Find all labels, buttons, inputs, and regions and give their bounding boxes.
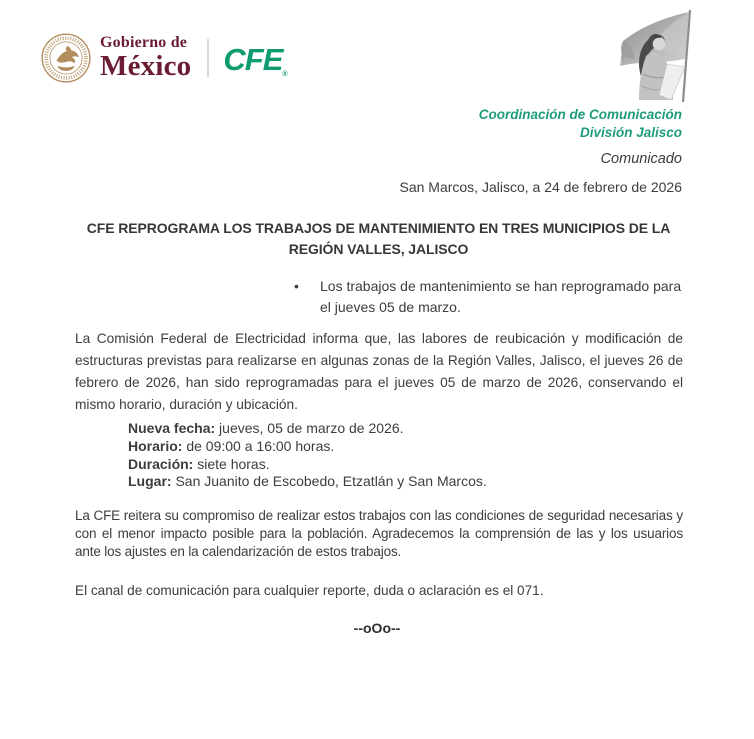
cfe-woman-with-flag-image [610,4,706,108]
detail-label: Nueva fecha: [128,420,216,436]
gobierno-logo-line1: Gobierno de [100,34,188,51]
mexico-eagle-seal-icon [40,28,92,88]
detail-value: de 09:00 a 16:00 horas. [182,437,335,454]
gobierno-de-mexico-logo [100,35,191,81]
cfe-logo-text: CFE [223,42,283,77]
detail-value: jueves, 05 de marzo de 2026. [215,420,404,436]
document-type-label: Comunicado [600,151,682,167]
schedule-details-list [128,420,487,491]
paragraph-announcement: La Comisión Federal de Electricidad informa que, las labores de reubicación y modificación de estructuras previstas para realizarse en algunas zonas de la Región Valles, Jalisco, el jueves 26 de febrero de 2026, han sido reprogramadas para el jueves 05 de marzo de 2026, conservando el mismo horario, duración y ubicación. [75,331,683,412]
bullet-item [294,276,684,318]
detail-value: siete horas. [193,455,270,472]
cfe-logo [223,42,287,78]
end-of-document-mark: --oOo-- [353,620,401,636]
logo-divider [207,39,209,77]
gobierno-logo-line2: México [100,50,192,82]
detail-horario [128,438,487,456]
paragraph-contact-channel: El canal de comunicación para cualquier reporte, duda o aclaración es el 071. [75,583,544,598]
detail-label: Horario: [128,437,183,454]
office-name-line2: División Jalisco [579,125,682,140]
detail-lugar [128,473,487,491]
paragraph-commitment: La CFE reitera su compromiso de realizar estos trabajos con las condiciones de seguridad necesarias y con el menor impacto posible para la población. Agradecemos la comprensión de las y los usuarios ante los ajustes en la calendarización de estos trabajos. [75,508,683,560]
bullet-marker-icon: • [294,278,299,294]
detail-duracion [128,456,487,474]
detail-label: Lugar: [128,473,172,490]
dateline: San Marcos, Jalisco, a 24 de febrero de 2026 [399,179,682,195]
document-title: CFE REPROGRAMA LOS TRABAJOS DE MANTENIMIENTO EN TRES MUNICIPIOS DE LA REGIÓN VALLES, JALISCO [86,220,671,257]
detail-value: San Juanito de Escobedo, Etzatlán y San Marcos. [171,473,487,490]
bullet-text: Los trabajos de mantenimiento se han reprogramado para el jueves 05 de marzo. [320,278,682,315]
office-name-line1: Coordinación de Comunicación [478,107,682,122]
cfe-registered-mark: ® [282,71,288,78]
detail-nueva-fecha [128,420,487,438]
masthead [479,106,682,167]
header-logos [40,28,288,88]
detail-label: Duración: [128,455,194,472]
